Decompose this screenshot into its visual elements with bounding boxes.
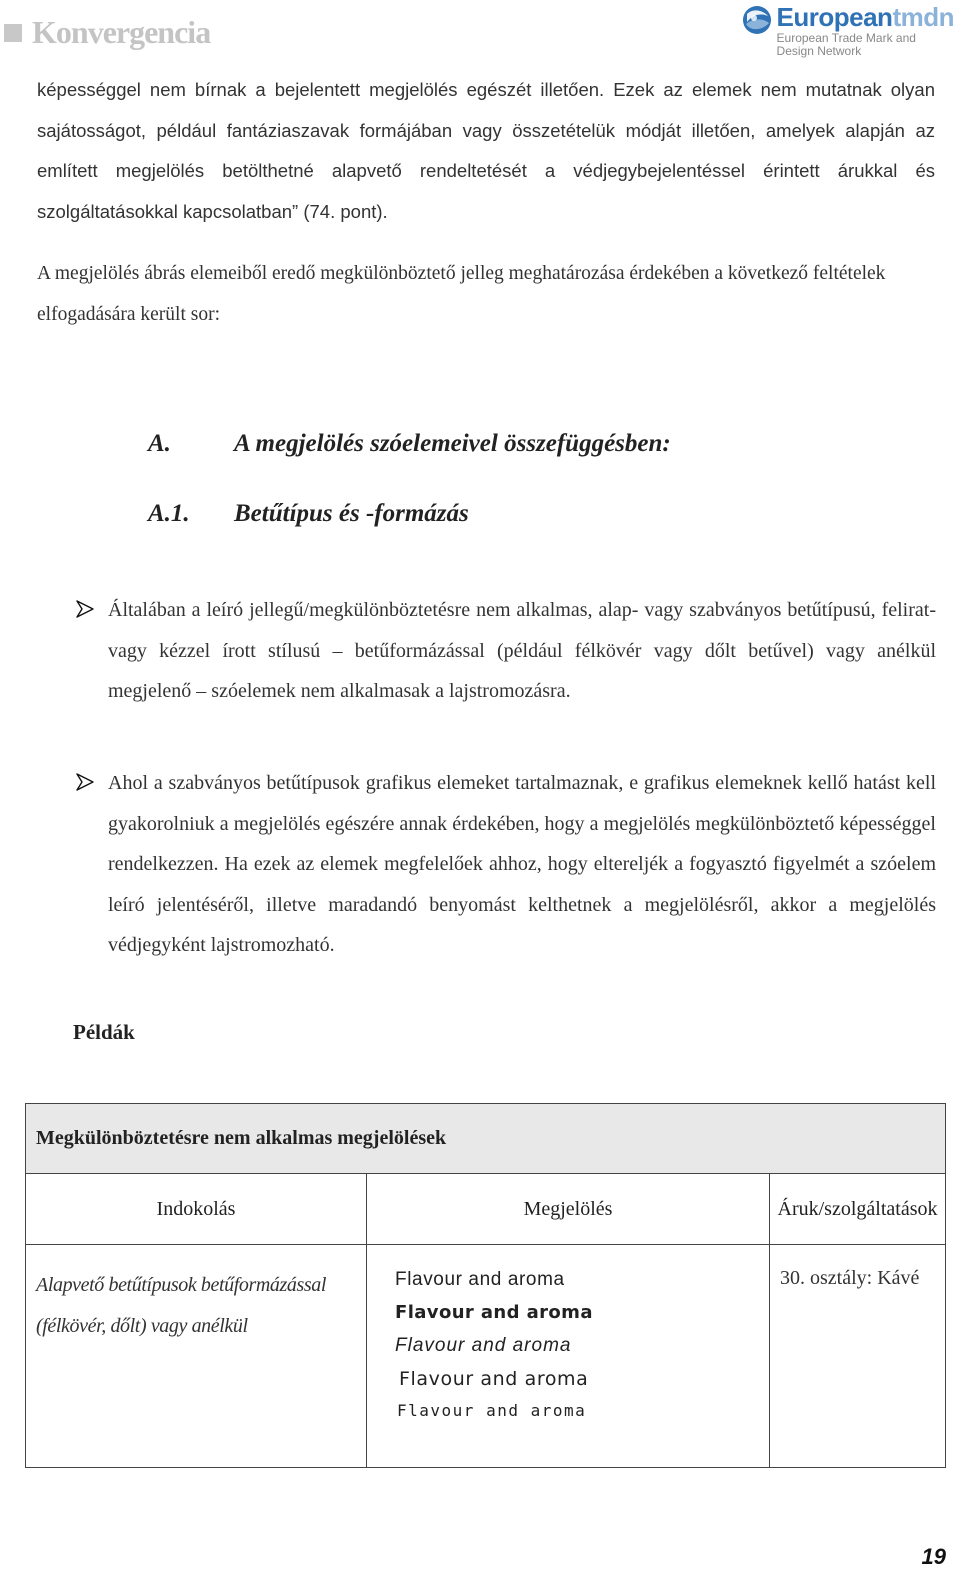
bullet-text: Általában a leíró jellegű/megkülönböztetésre nem alkalmas, alap- vagy szabványos betűtípusú, felirat- vagy kézzel írott stílusú – betűformázással (például félkövér vagy dőlt betűvel) vagy anélkül megjelenő – szóelemek nem alkalmasak a lajstromozásra. xyxy=(108,599,936,702)
bullet-item-2 xyxy=(76,763,936,966)
paragraph-2: A megjelölés ábrás elemeiből eredő megkülönböztető jelleg meghatározása érdekében a következő feltételek elfogadására került sor: xyxy=(37,263,886,325)
page-number: 19 xyxy=(921,1544,946,1569)
etmdn-logo xyxy=(741,2,954,58)
table-row xyxy=(26,1245,946,1468)
table-title: Megkülönböztetésre nem alkalmas megjelölések xyxy=(26,1104,946,1174)
column-header-mark: Megjelölés xyxy=(367,1174,770,1245)
logo-wordmark: Europeantmdn xyxy=(776,2,954,32)
column-header-goods: Áruk/szolgáltatások xyxy=(770,1174,946,1245)
bullet-text: Ahol a szabványos betűtípusok grafikus elemeket tartalmaznak, e grafikus elemeknek kellő hatást kell gyakorolniuk a megjelölés egészére annak érdekében, hogy a megjelölés megkülönböztető képességgel rendelkezzen. Ha ezek az elemek megfelelőek ahhoz, hogy eltereljék a fogyasztó figyelmét a szóelem leíró jelentéséről, illetve maradandó benyomást kelthetnek a megjelölésről, akkor a megjelölés védjegyként lajstromozható. xyxy=(108,772,936,956)
globe-icon xyxy=(741,4,773,36)
header-title: Konvergencia xyxy=(32,14,211,50)
section-title: Betűtípus és -formázás xyxy=(234,500,469,527)
column-header-reason: Indokolás xyxy=(26,1174,367,1245)
section-number: A.1. xyxy=(148,500,190,527)
section-heading-a1 xyxy=(148,500,469,528)
paragraph-1: képességgel nem bírnak a bejelentett megjelölés egészét illetően. Ezek az elemek nem mutatnak olyan sajátosságot, például fantáziaszavak formájában vagy összetételük módját illetően, amelyek alapján az említett megjelölés betölthetné alapvető rendeltetését a védjegybejelentéssel érintett árukkal és szolgáltatásokkal kapcsolatban” (74. pont). xyxy=(37,79,935,222)
arrowhead-bullet-icon xyxy=(76,600,94,618)
mark-cell xyxy=(367,1245,770,1468)
mark-sample-bold: Flavour and aroma xyxy=(395,1302,593,1323)
examples-table xyxy=(25,1103,946,1468)
examples-heading: Példák xyxy=(73,1020,135,1044)
mark-sample-italic: Flavour and aroma xyxy=(395,1335,572,1356)
mark-sample-sans: Flavour and aroma xyxy=(399,1368,589,1390)
logo-subtitle-line-1: European Trade Mark and xyxy=(776,31,916,45)
reason-cell: Alapvető betűtípusok betűformázással (félkövér, dőlt) vagy anélkül xyxy=(26,1245,367,1468)
arrowhead-bullet-icon xyxy=(76,773,94,791)
mark-sample-regular: Flavour and aroma xyxy=(395,1269,565,1290)
bullet-item-1 xyxy=(76,590,936,712)
mark-sample-monospace: Flavour and aroma xyxy=(397,1401,587,1420)
logo-subtitle-line-2: Design Network xyxy=(776,44,862,58)
section-number: A. xyxy=(148,430,171,457)
section-heading-a xyxy=(148,430,671,458)
page-header xyxy=(0,0,960,64)
square-icon xyxy=(4,24,22,42)
section-title: A megjelölés szóelemeivel összefüggésben: xyxy=(234,430,671,457)
header-left-brand xyxy=(4,14,210,51)
goods-cell: 30. osztály: Kávé xyxy=(770,1245,946,1468)
